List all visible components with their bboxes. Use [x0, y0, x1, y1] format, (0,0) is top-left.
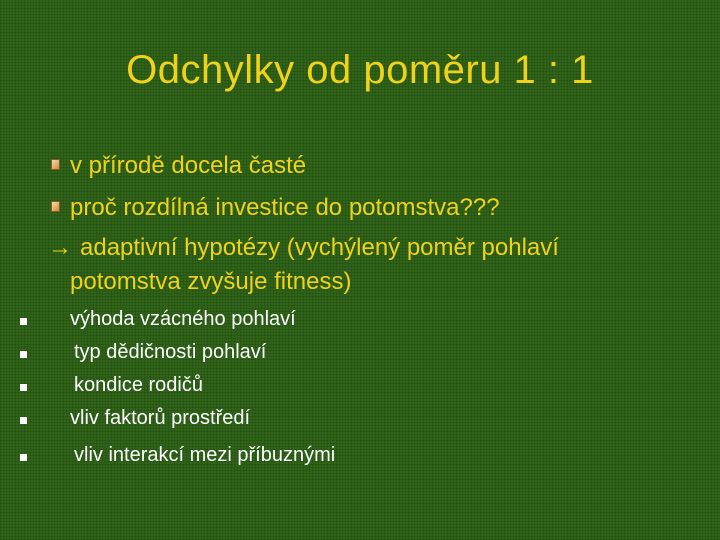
arrow-point-text: adaptivní hypotézy (vychýlený poměr pohlaví	[80, 234, 559, 261]
sub-bullet-icon	[20, 318, 27, 325]
sub-bullet-icon	[20, 384, 27, 391]
arrow-icon: →	[48, 234, 72, 261]
point-item: proč rozdílná investice do potomstva???	[70, 194, 500, 221]
subpoint-item: vliv interakcí mezi příbuznými	[74, 444, 336, 466]
sub-bullet-icon	[20, 351, 27, 358]
subpoint-item: kondice rodičů	[74, 374, 203, 396]
slide-title: Odchylky od poměru 1 : 1	[126, 48, 594, 92]
arrow-point	[48, 234, 559, 262]
sub-bullet-icon	[20, 454, 27, 461]
subpoint-item: vliv faktorů prostředí	[70, 407, 251, 429]
sub-bullet-icon	[20, 417, 27, 424]
arrow-point-continuation: potomstva zvyšuje fitness)	[70, 268, 352, 295]
subpoint-item: výhoda vzácného pohlaví	[70, 308, 296, 330]
bullet-square-icon	[51, 159, 60, 170]
subpoint-item: typ dědičnosti pohlaví	[74, 341, 267, 363]
point-item: v přírodě docela časté	[70, 152, 307, 179]
bullet-square-icon	[51, 201, 60, 212]
